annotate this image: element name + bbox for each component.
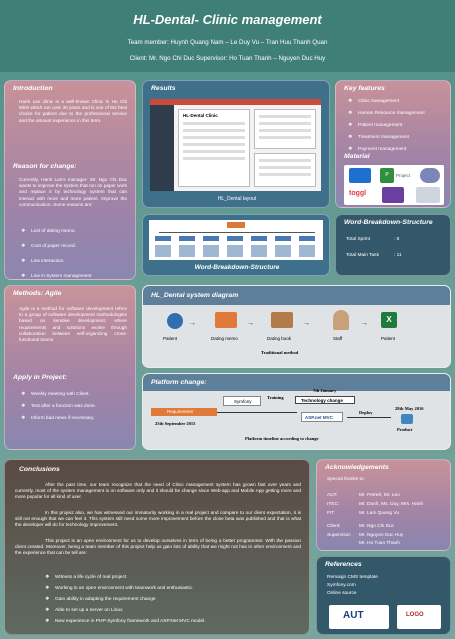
- product-icon: [401, 414, 413, 424]
- feature-item: ❖ Payment management: [348, 147, 407, 152]
- methods-panel: [4, 285, 136, 450]
- total-task-label: Total Main Task: [346, 253, 379, 258]
- poster-title: HL-Dental- Clinic management: [133, 12, 322, 27]
- app-window-3: [254, 153, 316, 187]
- results-panel: [142, 80, 330, 208]
- wbs-image-caption: Word-Breakdown-Structure: [194, 264, 280, 271]
- team-members: Team member: Huynh Quang Nam – Le Duy Vu – Tran Huu Thanh Quan: [127, 39, 328, 46]
- feature-item: ❖ Patient management: [348, 123, 403, 128]
- php-icon: [420, 168, 440, 183]
- conclusions-panel: [4, 459, 310, 635]
- system-diagram-panel: [142, 285, 451, 368]
- diagram-label: Staff: [333, 336, 343, 341]
- wbs-node: [299, 236, 315, 241]
- reason-item: ❖ Low interaction.: [21, 259, 65, 264]
- reason-heading: Reason for change:: [13, 163, 77, 170]
- conclusion-item: ❖ Working in an open environment with teamwork and enthusiastic.: [45, 586, 194, 591]
- reference-item: Online source: [327, 591, 357, 596]
- arrow-icon: →: [361, 320, 368, 327]
- timeline-line: [217, 412, 297, 413]
- wbs-node: [275, 236, 291, 241]
- ack-value: Mr. Ho Tuan Thanh: [359, 541, 400, 546]
- diagram-heading: HL_Dental system diagram: [151, 292, 239, 299]
- reason-item: ❖ Lost of dating memo.: [21, 229, 76, 234]
- row-line: [259, 173, 311, 176]
- may-date: 28th May 2016: [395, 406, 424, 411]
- conclusion-item: ❖ Able to set up a server on Linux: [45, 608, 123, 613]
- january-date: 7th January: [313, 388, 337, 393]
- conclusions-heading: Conclusions: [19, 466, 60, 473]
- ack-intro: Special thanks to:: [327, 477, 365, 482]
- header: [0, 0, 455, 72]
- apply-item: ❖ Inform bad news if necessary.: [21, 416, 95, 421]
- row-line: [183, 143, 245, 146]
- row-line: [183, 157, 245, 160]
- reason-item: ❖ Cost of paper record.: [21, 244, 77, 249]
- ack-value: Mr. Lam Quang Vu: [359, 511, 400, 516]
- tech-change-label: Technology change: [301, 398, 343, 403]
- symfony-label: Symfony: [234, 399, 252, 404]
- introduction-text: Hanh Lan clinic is a well-known Clinic in Ho Chi Minh which run over 30 years and is one of the best choice for patient due to the professional service and the amount experience in this term.: [19, 99, 127, 123]
- wbs-stats-panel: [335, 214, 451, 276]
- wbs-node: [203, 236, 219, 241]
- reference-item: Symfony.com: [327, 583, 356, 588]
- training-label: Training: [267, 395, 284, 400]
- app-window-2: [254, 109, 316, 149]
- row-line: [259, 159, 311, 162]
- sql-server-icon: [416, 187, 440, 203]
- diagram-label: Patient: [163, 336, 178, 341]
- requirement-label: Requirement: [167, 409, 193, 414]
- row-line: [259, 166, 311, 169]
- screen-title: HL-Dental Clinic: [183, 113, 218, 118]
- references-panel: [316, 556, 451, 635]
- toggl-icon: toggl: [349, 190, 367, 197]
- total-sprint-label: Total Sprint: [346, 237, 370, 242]
- wbs-node: [251, 236, 267, 241]
- row-line: [183, 150, 245, 153]
- apply-item: ❖ Test after a function was done.: [21, 404, 97, 409]
- platform-heading: Platform change:: [151, 379, 207, 386]
- material-logos: [344, 165, 444, 205]
- apply-item: ❖ Weekly meeting with Client.: [21, 392, 90, 397]
- wbs-node: [155, 236, 171, 241]
- conclusion-item: ❖ Witness a life cycle of real project: [45, 575, 127, 580]
- row-line: [259, 115, 311, 118]
- conclusions-p3: This project is an open environment for us to develop ourselves in term of being a better programmer. With the passion client created. Moreover, being a team member of this project help us gain lots of ability that we might not has in other environment and the experience that can be tell are:: [15, 538, 301, 556]
- arrow-icon: →: [303, 320, 310, 327]
- apply-heading: Apply in Project:: [13, 374, 68, 381]
- arrow-icon: →: [189, 320, 196, 327]
- aspnet-logo: [301, 412, 343, 422]
- tech-change-box: [295, 396, 355, 404]
- introduction-panel: [4, 80, 136, 280]
- results-heading: Results: [151, 85, 176, 92]
- key-features-panel: [335, 80, 451, 208]
- reason-item: ❖ Low in System management: [21, 274, 92, 279]
- acknowledgements-panel: [316, 459, 451, 551]
- acknowledgements-heading: Acknowledgements: [325, 464, 389, 471]
- project-icon: P: [380, 168, 394, 183]
- feature-item: ❖ Treatment management: [348, 135, 410, 140]
- ack-value: Mr. Petrerl, Mr. Leo: [359, 493, 400, 498]
- ack-key: FIT:: [327, 511, 335, 516]
- symfony-logo: [223, 396, 261, 406]
- dropbox-icon: [349, 168, 371, 183]
- patient-icon: [167, 313, 183, 329]
- wbs-heading: Word-Breakdown-Structure: [344, 219, 433, 226]
- conclusion-item: ❖ Gain ability in adapting the requirement change: [45, 597, 156, 602]
- ack-key: AUT:: [327, 493, 338, 498]
- platform-panel: [142, 373, 451, 450]
- reference-item: Remaign CMS template: [327, 575, 378, 580]
- conclusions-p1: After the past time, our team recognize that the need of Clinic management system has grown fast over years and currently, most of the system management is on software only and it should be change since Web-app and Mobile App getting more and more popular for all kind of user.: [15, 482, 301, 500]
- aspnet-label: ASP.net MVC: [305, 415, 333, 420]
- row-line: [259, 129, 311, 132]
- diagram-label: Patient: [381, 336, 396, 341]
- wbs-node: [227, 236, 243, 241]
- app-sidebar: [150, 105, 174, 191]
- total-task-value: : 11: [394, 253, 402, 258]
- feature-item: ❖ Clinic management: [348, 99, 400, 104]
- deploy-label: Deploy: [359, 410, 373, 415]
- features-heading: Key features: [344, 85, 385, 92]
- feature-item: ❖ Human Resource management: [348, 111, 425, 116]
- wbs-node: [179, 236, 195, 241]
- app-window: [178, 109, 250, 187]
- wbs-subnodes: [155, 245, 315, 257]
- wbs-image: [149, 220, 323, 260]
- start-date: 25th September 2015: [155, 421, 196, 426]
- project-label: Project: [396, 173, 411, 178]
- material-heading: Material: [344, 153, 370, 160]
- browser-bar: [150, 99, 321, 105]
- ack-value: Mr. Ngo Chi Duc: [359, 524, 395, 529]
- wbs-line: [159, 232, 315, 233]
- conclusion-item: ❖ New experience in PHP-Symfony framework and ASP.Net MVC model.: [45, 619, 206, 624]
- visual-studio-icon: [382, 187, 404, 203]
- arrow-icon: →: [247, 320, 254, 327]
- client-supervisor: Client: Mr. Ngo Chi Duc Supervisor: Ho Tuan Thanh – Nguyen Duc Huy: [129, 55, 326, 62]
- aut-logo: AUT: [329, 605, 389, 629]
- wbs-image-panel: [142, 214, 330, 276]
- methods-text: Agile is a method for software development refers to a group of software development methodologies based on iterative development, where requirements and solutions evolve through collaboration between self-organizing cross-functional teams.: [19, 306, 127, 343]
- introduction-heading: Introduction: [13, 85, 53, 92]
- excel-icon: X: [381, 312, 397, 328]
- references-heading: References: [325, 561, 362, 568]
- diagram-label: Dating book: [267, 336, 292, 341]
- dating-book-icon: [271, 312, 293, 328]
- row-line: [183, 129, 245, 132]
- requirement-box: [151, 408, 217, 416]
- results-screenshot: [150, 99, 321, 191]
- reason-text: Currently, Hanh Lan's manager- Mr. Ngo Chi Duc wants to improve the system that run on paper work and replace it by technology system that can interact with more and more patient. Improve the communication. Some reasons are:: [19, 177, 127, 207]
- diagram-caption: Traditional method: [261, 350, 299, 355]
- row-line: [183, 136, 245, 139]
- row-line: [259, 136, 311, 139]
- conclusions-p2: In this project also, we has witnessed our immaturity working in a real project and compare to our client expectation, it is still not enough that we can feel it. This system still need some more improvement before the close beta was published and that is what the developer will do for technology improvement.: [15, 510, 301, 528]
- staff-icon: [333, 310, 349, 330]
- platform-caption: Platform timeline according to change: [245, 436, 319, 441]
- ack-key: ITEC:: [327, 502, 340, 507]
- school-logo: LOGO: [397, 605, 441, 629]
- deploy-line: [347, 417, 391, 418]
- dating-memo-icon: [215, 312, 237, 328]
- ack-key: Supervisor:: [327, 533, 352, 538]
- results-caption: HL_Dental layout: [217, 196, 257, 202]
- methods-heading: Methods: Agile: [13, 290, 62, 297]
- total-sprint-value: : 8: [394, 237, 400, 242]
- diagram-label: Dating memo: [211, 336, 238, 341]
- ack-key: Client:: [327, 524, 341, 529]
- wbs-root: [227, 222, 245, 228]
- ack-value: Mr. Danh, Ms. Duy, Mrs. Hanh: [359, 502, 424, 507]
- row-line: [259, 122, 311, 125]
- row-line: [183, 122, 245, 125]
- ack-value: Mr. Nguyen Duc Huy: [359, 533, 404, 538]
- product-label: Product: [397, 427, 413, 432]
